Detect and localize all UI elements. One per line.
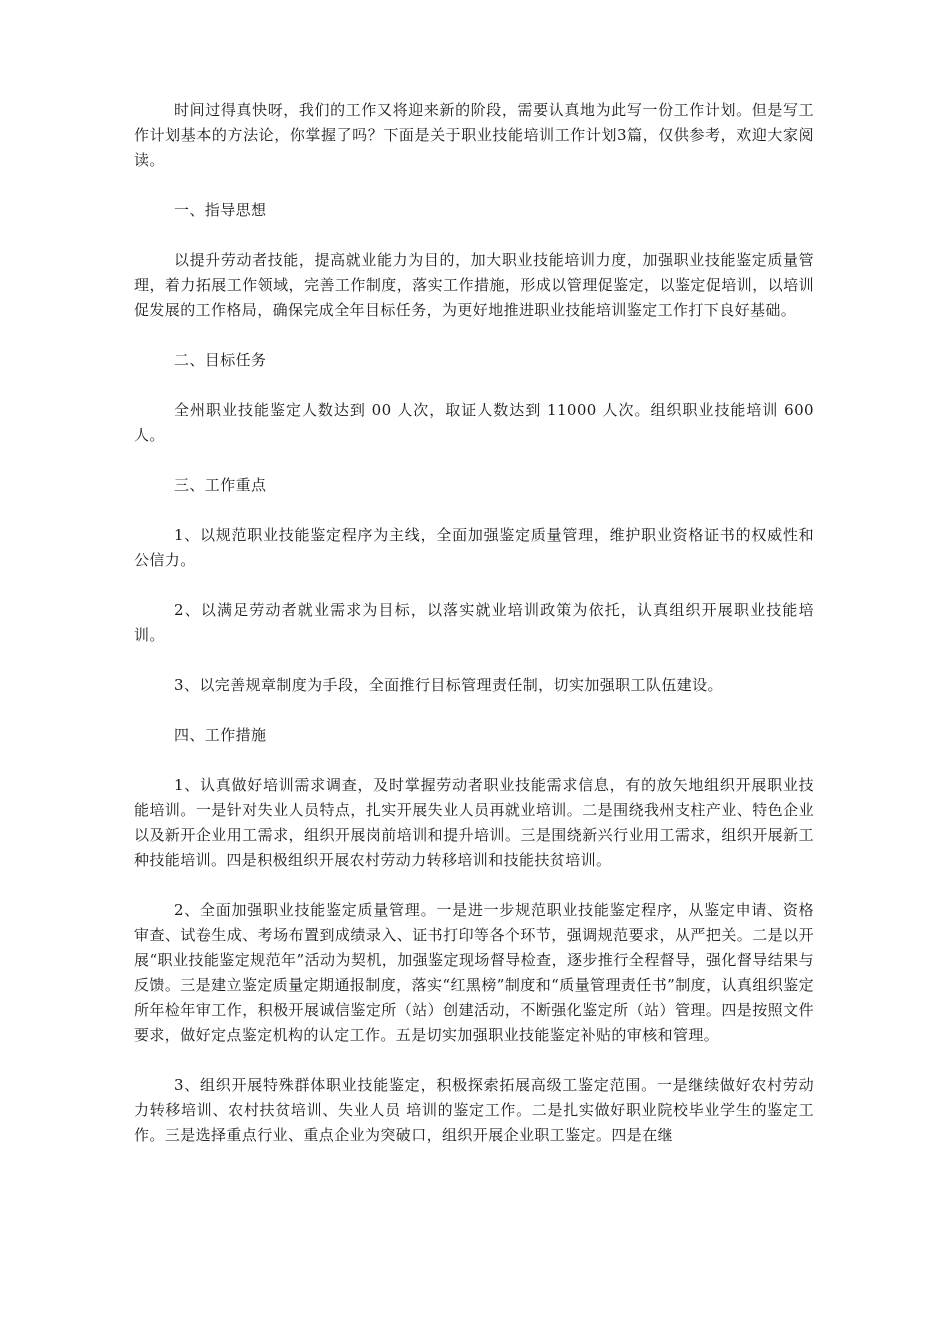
work-measures-item-3: 3、组织开展特殊群体职业技能鉴定，积极探索拓展高级工鉴定范围。一是继续做好农村劳动力转移培训、农村扶贫培训、失业人员 培训的鉴定工作。二是扎实做好职业院校毕业学生的鉴定工作。三是选择重点行业、重点企业为突破口，组织开展企业职工鉴定。四是在继 bbox=[134, 1076, 814, 1144]
section-heading-target-tasks: 二、目标任务 bbox=[174, 351, 267, 369]
work-focus-item-1: 1、以规范职业技能鉴定程序为主线，全面加强鉴定质量管理，维护职业资格证书的权威性和公信力。 bbox=[134, 526, 814, 569]
work-focus-item-3: 3、以完善规章制度为手段，全面推行目标管理责任制，切实加强职工队伍建设。 bbox=[174, 676, 723, 694]
work-measures-item-1: 1、认真做好培训需求调查，及时掌握劳动者职业技能需求信息，有的放矢地组织开展职业技能培训。一是针对失业人员特点，扎实开展失业人员再就业培训。二是围绕我州支柱产业、特色企业以及新开企业用工需求，组织开展岗前培训和提升培训。三是围绕新兴行业用工需求，组织开展新工种技能培训。四是积极组织开展农村劳动力转移培训和技能扶贫培训。 bbox=[134, 776, 814, 869]
work-measures-item-2: 2、全面加强职业技能鉴定质量管理。一是进一步规范职业技能鉴定程序，从鉴定申请、资格审查、试卷生成、考场布置到成绩录入、证书打印等各个环节，强调规范要求，从严把关。二是以开展“职业技能鉴定规范年”活动为契机，加强鉴定现场督导检查，逐步推行全程督导，强化督导结果与反馈。三是建立鉴定质量定期通报制度，落实“红黑榜”制度和“质量管理责任书”制度，认真组织鉴定所年检年审工作，积极开展诚信鉴定所（站）创建活动，不断强化鉴定所（站）管理。四是按照文件要求，做好定点鉴定机构的认定工作。五是切实加强职业技能鉴定补贴的审核和管理。 bbox=[134, 901, 814, 1044]
guiding-ideology-paragraph: 以提升劳动者技能，提高就业能力为目的，加大职业技能培训力度，加强职业技能鉴定质量管理，着力拓展工作领域，完善工作制度，落实工作措施，形成以管理促鉴定，以鉴定促培训，以培训促发展的工作格局，确保完成全年目标任务，为更好地推进职业技能培训鉴定工作打下良好基础。 bbox=[134, 251, 814, 319]
section-heading-work-measures: 四、工作措施 bbox=[174, 726, 267, 744]
work-focus-item-2: 2、以满足劳动者就业需求为目标，以落实就业培训政策为依托，认真组织开展职业技能培训。 bbox=[134, 601, 814, 644]
target-tasks-paragraph: 全州职业技能鉴定人数达到 00 人次，取证人数达到 11000 人次。组织职业技能培训 600 人。 bbox=[134, 401, 814, 444]
document-body bbox=[134, 98, 814, 1173]
section-heading-work-focus: 三、工作重点 bbox=[174, 476, 267, 494]
intro-paragraph: 时间过得真快呀，我们的工作又将迎来新的阶段，需要认真地为此写一份工作计划。但是写工作计划基本的方法论，你掌握了吗？下面是关于职业技能培训工作计划3篇，仅供参考，欢迎大家阅读。 bbox=[134, 101, 814, 169]
section-heading-guiding-ideology: 一、指导思想 bbox=[174, 201, 267, 219]
